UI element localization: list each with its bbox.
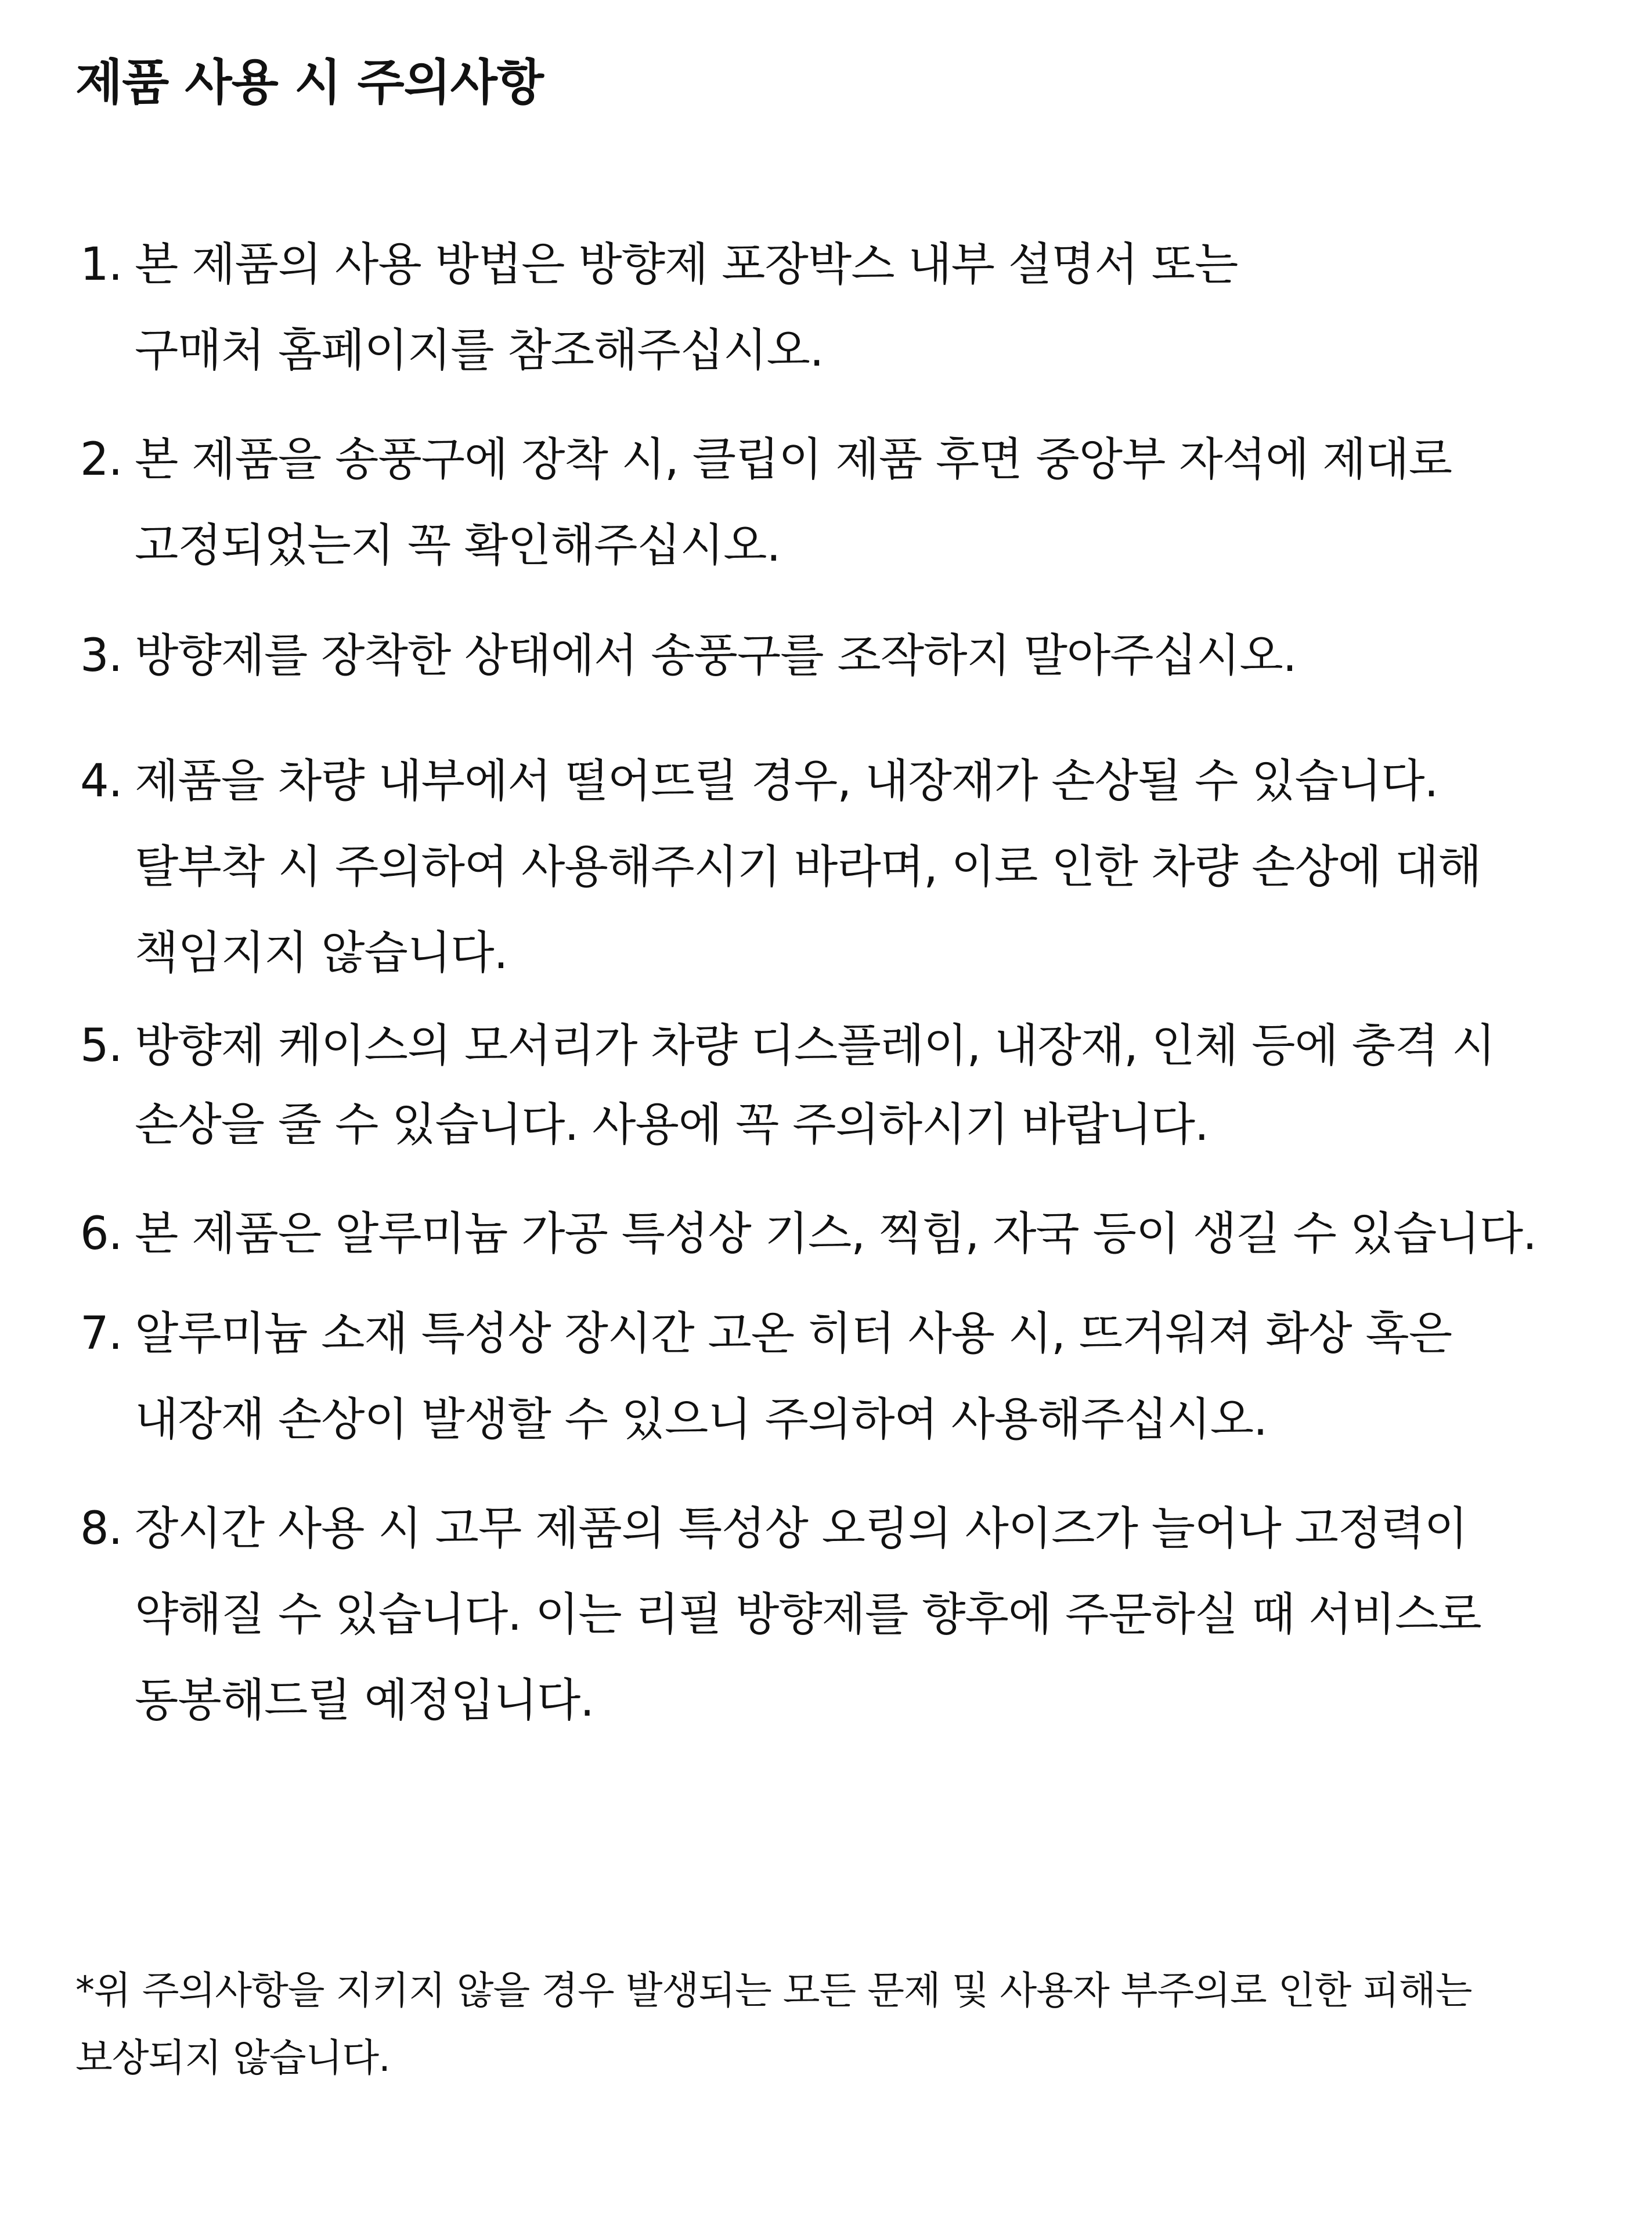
item-text: 방향제를 장착한 상태에서 송풍구를 조작하지 말아주십시오. xyxy=(135,630,1297,682)
item-number: 7. xyxy=(80,1308,122,1360)
item-text: 손상을 줄 수 있습니다. 사용에 꼭 주의하시기 바랍니다. xyxy=(135,1099,1209,1151)
item-number: 5. xyxy=(80,1020,122,1072)
notice-item-2 xyxy=(80,417,1452,589)
item-number: 1. xyxy=(80,239,122,291)
item-text: 고정되었는지 꼭 확인해주십시오. xyxy=(135,519,781,572)
notice-item-5 xyxy=(80,1003,1495,1168)
notice-item-8 xyxy=(80,1486,1481,1744)
item-text: 내장재 손상이 발생할 수 있으니 주의하여 사용해주십시오. xyxy=(135,1394,1267,1446)
notice-item-4 xyxy=(80,738,1481,996)
item-number: 6. xyxy=(80,1208,122,1260)
notice-item-6 xyxy=(80,1191,1536,1277)
item-number: 2. xyxy=(80,434,122,486)
item-text: 제품을 차량 내부에서 떨어뜨릴 경우, 내장재가 손상될 수 있습니다. xyxy=(135,755,1438,807)
disclaimer-footnote xyxy=(75,1957,1471,2092)
item-text: 구매처 홈페이지를 참조해주십시오. xyxy=(135,324,824,377)
item-number: 3. xyxy=(80,630,122,682)
item-text: 탈부착 시 주의하여 사용해주시기 바라며, 이로 인한 차량 손상에 대해 xyxy=(135,841,1481,893)
item-text: 동봉해드릴 예정입니다. xyxy=(135,1674,594,1727)
page-title: 제품 사용 시 주의사항 xyxy=(75,54,544,111)
item-text: 본 제품의 사용 방법은 방향제 포장박스 내부 설명서 또는 xyxy=(135,239,1238,291)
item-text: 약해질 수 있습니다. 이는 리필 방향제를 향후에 주문하실 때 서비스로 xyxy=(135,1589,1481,1641)
footnote-line: *위 주의사항을 지키지 않을 경우 발생되는 모든 문제 및 사용자 부주의로 인한 피해는 xyxy=(75,1968,1472,2013)
item-text: 본 제품을 송풍구에 장착 시, 클립이 제품 후면 중앙부 자석에 제대로 xyxy=(135,434,1452,486)
item-text: 장시간 사용 시 고무 제품의 특성상 오링의 사이즈가 늘어나 고정력이 xyxy=(135,1503,1467,1555)
item-number: 4. xyxy=(80,755,122,807)
item-text: 알루미늄 소재 특성상 장시간 고온 히터 사용 시, 뜨거워져 화상 혹은 xyxy=(135,1308,1452,1360)
item-number: 8. xyxy=(80,1503,122,1555)
item-text: 본 제품은 알루미늄 가공 특성상 기스, 찍힘, 자국 등이 생길 수 있습니다. xyxy=(135,1208,1536,1260)
item-text: 방향제 케이스의 모서리가 차량 디스플레이, 내장재, 인체 등에 충격 시 xyxy=(135,1020,1495,1072)
notice-item-1 xyxy=(80,222,1238,394)
notice-item-7 xyxy=(80,1291,1452,1463)
notice-item-3 xyxy=(80,613,1296,699)
footnote-line: 보상되지 않습니다. xyxy=(75,2035,391,2080)
item-text: 책임지지 않습니다. xyxy=(135,927,508,979)
